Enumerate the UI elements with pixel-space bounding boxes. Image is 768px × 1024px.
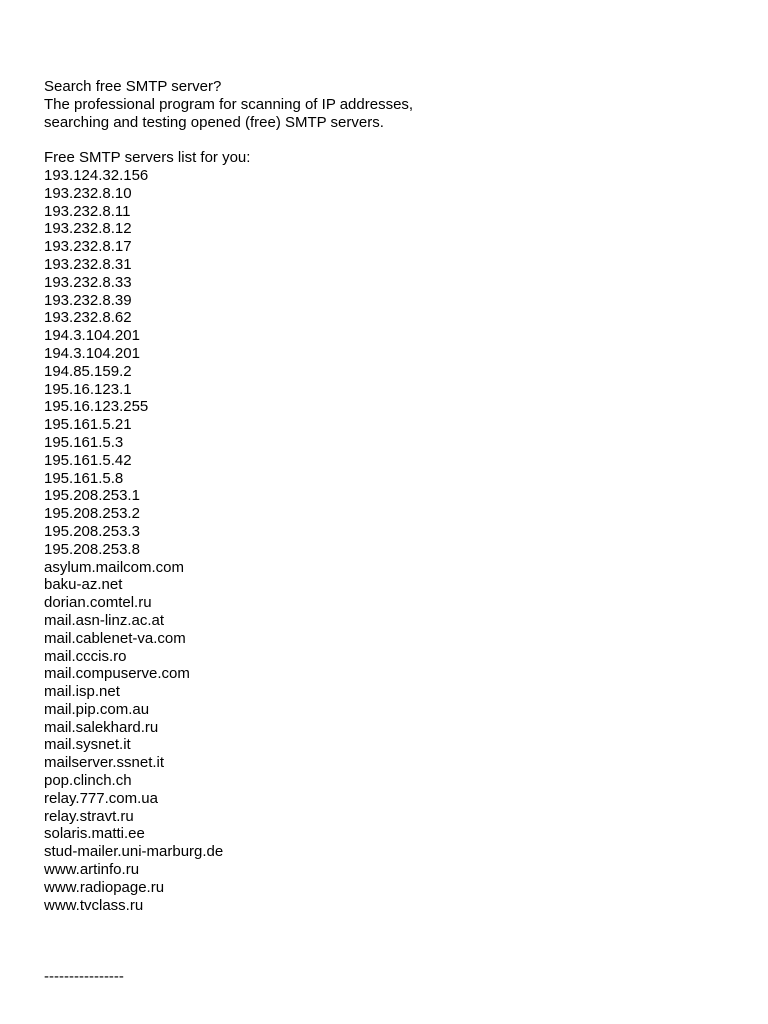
server-list-item: 195.16.123.1 (44, 380, 132, 398)
server-list-item: mail.pip.com.au (44, 700, 150, 718)
server-list-item: 193.232.8.12 (44, 220, 132, 238)
server-list-item: 195.16.123.255 (44, 398, 149, 416)
server-list-item: asylum.mailcom.com (44, 558, 185, 576)
server-list-item: mail.cccis.ro (44, 647, 127, 665)
list-heading: Free SMTP servers list for you: (44, 149, 251, 167)
intro-description-line-2: searching and testing opened (free) SMTP servers. (44, 113, 384, 131)
server-list-item: 195.161.5.8 (44, 469, 124, 487)
server-list-item: 195.161.5.42 (44, 451, 132, 469)
intro-description-line-1: The professional program for scanning of IP addresses, (44, 95, 414, 113)
server-list-item: www.tvclass.ru (44, 896, 144, 914)
server-list-item: 195.208.253.3 (44, 522, 140, 540)
server-list-item: baku-az.net (44, 576, 123, 594)
server-list-item: 194.3.104.201 (44, 327, 140, 345)
separator-line: ---------------- (44, 968, 124, 986)
server-list-item: 194.85.159.2 (44, 362, 132, 380)
server-list-item: mail.salekhard.ru (44, 718, 159, 736)
server-list-item: pop.clinch.ch (44, 772, 132, 790)
server-list-item: relay.777.com.ua (44, 789, 158, 807)
server-list-item: 195.208.253.2 (44, 505, 140, 523)
server-list-item: 195.161.5.3 (44, 433, 124, 451)
server-list-item: 193.232.8.17 (44, 238, 132, 256)
server-list-item: 195.161.5.21 (44, 416, 132, 434)
server-list-item: 193.232.8.62 (44, 309, 132, 327)
server-list-item: dorian.comtel.ru (44, 594, 152, 612)
server-list (44, 167, 744, 914)
server-list-item: stud-mailer.uni-marburg.de (44, 843, 224, 861)
server-list-item: www.radiopage.ru (44, 878, 165, 896)
intro-title: Search free SMTP server? (44, 78, 222, 95)
server-list-item: 193.232.8.31 (44, 255, 132, 273)
document-page (44, 78, 744, 986)
server-list-item: 193.232.8.11 (44, 202, 131, 220)
server-list-item: 193.232.8.39 (44, 291, 132, 309)
server-list-item: mail.asn-linz.ac.at (44, 611, 165, 629)
spacer (44, 131, 744, 149)
server-list-item: mail.compuserve.com (44, 665, 190, 683)
server-list-item: 194.3.104.201 (44, 344, 140, 362)
server-list-item: www.artinfo.ru (44, 861, 140, 879)
server-list-item: 193.232.8.33 (44, 273, 132, 291)
server-list-item: 195.208.253.8 (44, 540, 140, 558)
server-list-item: mail.sysnet.it (44, 736, 131, 754)
spacer (44, 914, 744, 968)
server-list-item: 193.232.8.10 (44, 184, 132, 202)
server-list-item: 195.208.253.1 (44, 487, 140, 505)
server-list-item: mail.cablenet-va.com (44, 629, 186, 647)
server-list-item: relay.stravt.ru (44, 807, 134, 825)
server-list-item: mail.isp.net (44, 683, 120, 701)
server-list-item: solaris.matti.ee (44, 825, 145, 843)
server-list-item: mailserver.ssnet.it (44, 754, 165, 772)
server-list-item: 193.124.32.156 (44, 166, 149, 184)
